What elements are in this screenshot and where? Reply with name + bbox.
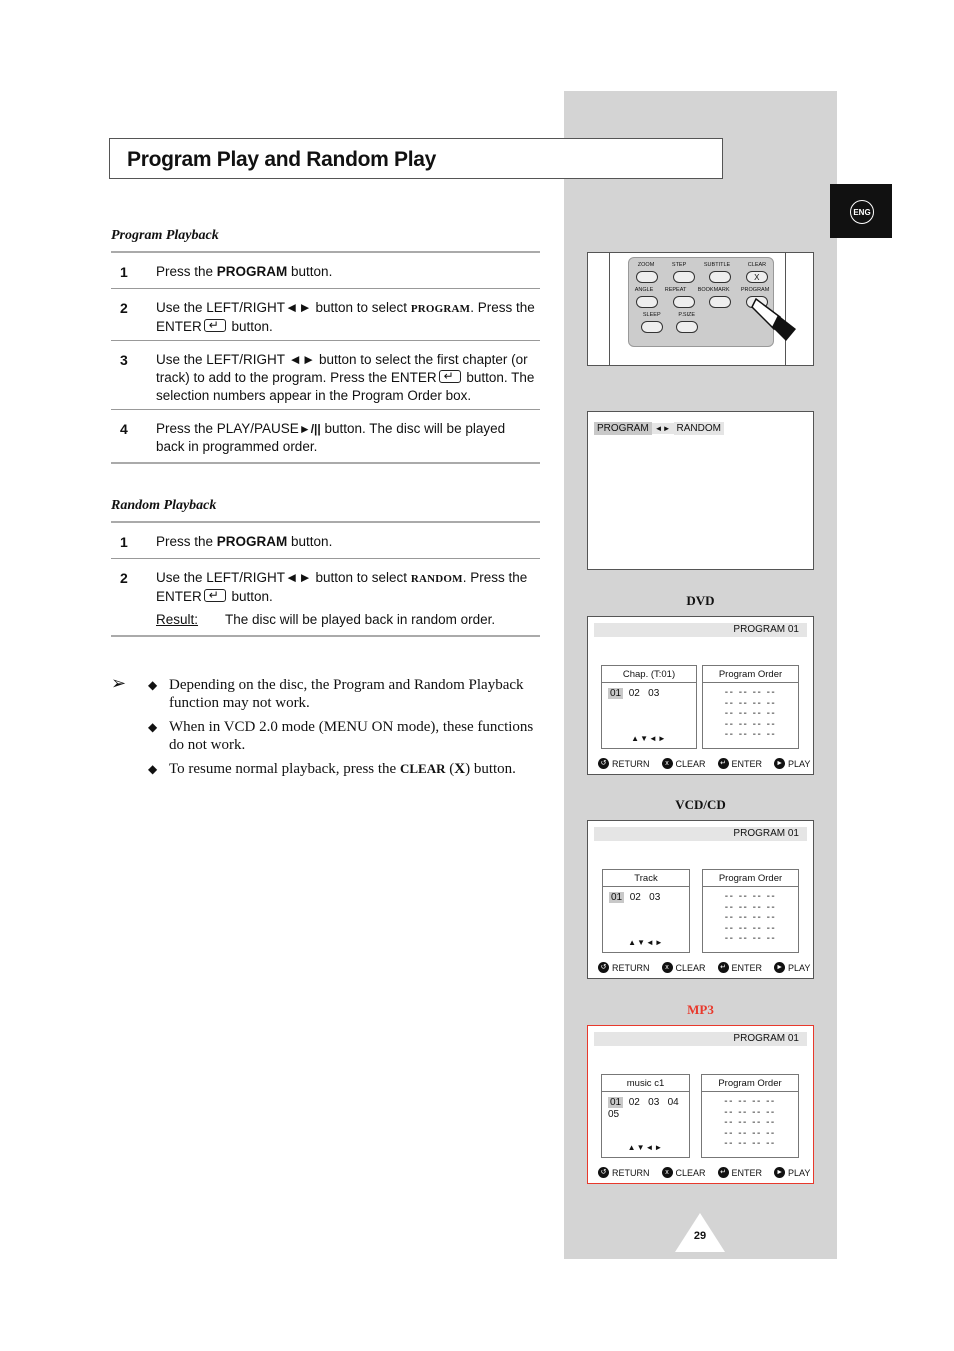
diamond-bullet-icon: ◆ — [148, 678, 158, 692]
random-steps-table — [111, 521, 540, 637]
nav-arrows-icon: ▲▼◄► — [628, 938, 664, 947]
play-pause-icon: ►/|| — [298, 422, 321, 436]
random-playback-heading: Random Playback — [111, 498, 217, 513]
play-icon: ► — [774, 1167, 785, 1178]
program-step-2: 2 Use the LEFT/RIGHT◄► button to select PROGRAM. Press the ENTER↵ button. — [111, 289, 540, 341]
enter-icon: ↵ — [718, 1167, 729, 1178]
program-order-box: Program Order -- -- -- -- -- -- -- -- -- -- -- -- -- -- -- -- -- -- -- -- — [702, 869, 799, 953]
pointing-finger-icon — [750, 295, 800, 343]
return-icon: ↺ — [598, 758, 609, 769]
page-number: 29 — [693, 1230, 707, 1242]
enter-icon — [204, 319, 226, 332]
menu-screen-panel — [587, 411, 814, 570]
random-step-1: 1 Press the PROGRAM button. — [111, 523, 540, 559]
track-box: Track 01 02 03 ▲▼◄► — [602, 869, 690, 953]
lang-label: ENG — [850, 200, 874, 224]
music-box: music c1 01 02 03 04 05 ▲▼◄► — [601, 1074, 690, 1158]
random-step-2: 2 Use the LEFT/RIGHT◄► button to select RANDOM. Press the ENTER↵ button. Result: The disc will be played back in random order. — [111, 559, 540, 635]
return-icon: ↺ — [598, 1167, 609, 1178]
nav-arrows-icon: ▲▼◄► — [631, 734, 667, 743]
enter-icon: ↵ — [718, 962, 729, 973]
left-right-arrows-icon: ◄► — [652, 423, 674, 434]
program-bar: PROGRAM 01 — [594, 623, 807, 637]
psize-button[interactable] — [676, 321, 698, 333]
random-option[interactable]: RANDOM — [674, 422, 724, 435]
program-order-box: Program Order -- -- -- -- -- -- -- -- -- -- -- -- -- -- -- -- -- -- -- -- — [701, 1074, 799, 1158]
diamond-bullet-icon: ◆ — [148, 720, 158, 734]
remote-control: ZOOM STEP SUBTITLE CLEAR X ANGLE REPEAT BOOKMARK PROGRAM SLEEP P.SIZE — [628, 257, 774, 347]
dvd-screen — [587, 616, 814, 775]
vcd-screen — [587, 820, 814, 979]
clear-icon: x — [662, 1167, 673, 1178]
note-item: ◆ Depending on the disc, the Program and Random Playback function may not work. — [148, 677, 524, 711]
program-step-4: 4 Press the PLAY/PAUSE►/|| button. The disc will be played back in programmed order. — [120, 421, 506, 454]
mp3-label: MP3 — [687, 1002, 714, 1017]
diamond-bullet-icon: ◆ — [148, 762, 158, 776]
program-order-box: Program Order -- -- -- -- -- -- -- -- -- -- -- -- -- -- -- -- -- -- -- -- — [702, 665, 799, 749]
control-bar: ↺ RETURN x CLEAR ↵ ENTER ► PLAY — [598, 758, 810, 769]
dvd-label: DVD — [686, 593, 715, 608]
program-step-1: 1 Press the PROGRAM button. — [111, 253, 540, 289]
enter-icon: ↵ — [718, 758, 729, 769]
clear-icon: x — [662, 758, 673, 769]
result-line: Result: The disc will be played back in random order. — [156, 612, 496, 627]
remote-panel — [587, 252, 814, 366]
program-steps-table — [111, 251, 540, 464]
zoom-button[interactable] — [636, 271, 658, 283]
return-icon: ↺ — [598, 962, 609, 973]
program-option[interactable]: PROGRAM — [594, 422, 652, 435]
vcd-label: VCD/CD — [675, 797, 726, 812]
chapter-box: Chap. (T:01) 01 02 03 ▲▼◄► — [601, 665, 697, 749]
note-arrow-icon: ➢ — [111, 673, 127, 693]
subtitle-button[interactable] — [709, 271, 731, 283]
bookmark-button[interactable] — [709, 296, 731, 308]
mp3-screen — [587, 1025, 814, 1184]
angle-button[interactable] — [636, 296, 658, 308]
sleep-button[interactable] — [641, 321, 663, 333]
clear-icon: x — [662, 962, 673, 973]
play-icon: ► — [774, 962, 785, 973]
enter-icon — [204, 589, 226, 602]
repeat-button[interactable] — [673, 296, 695, 308]
note-item: ◆ To resume normal playback, press the CLEAR (X) button. — [148, 761, 516, 777]
clear-button[interactable]: X — [746, 271, 768, 283]
enter-icon — [439, 370, 461, 383]
nav-arrows-icon: ▲▼◄► — [627, 1143, 664, 1152]
notes — [111, 673, 551, 784]
note-item: ◆ When in VCD 2.0 mode (MENU ON mode), these functions do not work. — [148, 719, 534, 753]
page-title: Program Play and Random Play — [127, 148, 437, 171]
control-bar: ↺ RETURN x CLEAR ↵ ENTER ► PLAY — [598, 962, 810, 973]
program-playback-heading: Program Playback — [111, 228, 219, 243]
program-bar: PROGRAM 01 — [594, 1032, 807, 1046]
play-icon: ► — [774, 758, 785, 769]
program-step-3: 3 Use the LEFT/RIGHT ◄► button to select the first chapter (or track) to add to the program. Press the ENTER↵ button. The selection numbers appear in the Program Order box. — [111, 341, 540, 410]
step-button[interactable] — [673, 271, 695, 283]
control-bar: ↺ RETURN x CLEAR ↵ ENTER ► PLAY — [598, 1167, 810, 1178]
language-tab — [830, 184, 892, 238]
title-box — [109, 138, 723, 179]
program-bar: PROGRAM 01 — [594, 827, 807, 841]
